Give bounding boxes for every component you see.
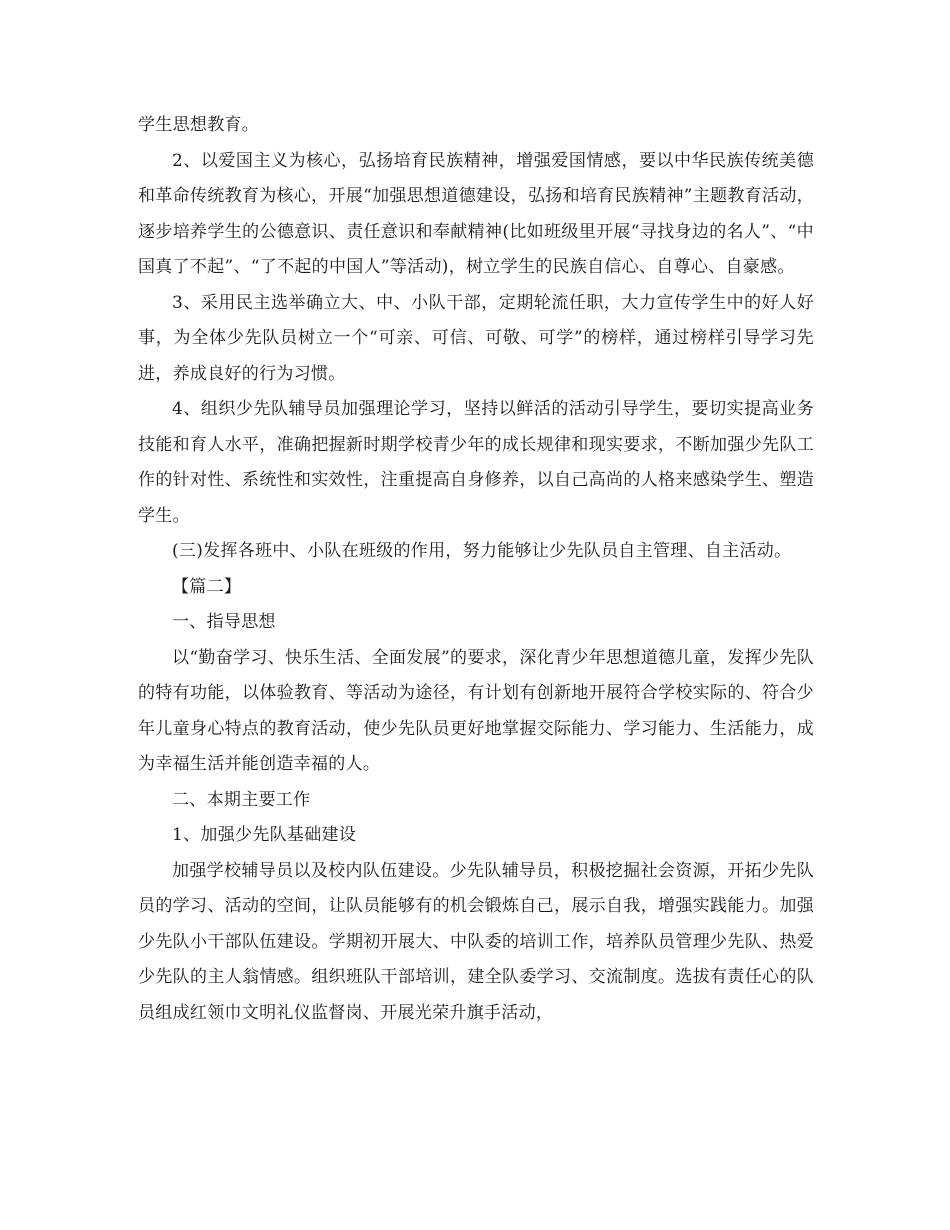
- paragraph-item-4: 4、组织少先队辅导员加强理论学习，坚持以鲜活的活动引导学生，要切实提高业务技能和育人水平，准确把握新时期学校青少年的成长规律和现实要求，不断加强少先队工作的针对性、系统性和实效性，注重提高自身修养，以自己高尚的人格来感染学生、塑造学生。: [138, 399, 814, 526]
- paragraph-guiding-ideology: 以“勤奋学习、快乐生活、全面发展”的要求，深化青少年思想道德儿童，发挥少先队的特有功能，以体验教育、等活动为途径，有计划有创新地开展符合学校实际的、符合少年儿童身心特点的教育活动，使少先队员更好地掌握交际能力、学习能力、生活能力，成为幸福生活并能创造幸福的人。: [138, 647, 814, 774]
- paragraph-item-2: 2、以爱国主义为核心，弘扬培育民族精神，增强爱国情感，要以中华民族传统美德和革命传统教育为核心，开展“加强思想道德建设，弘扬和培育民族精神”主题教育活动，逐步培养学生的公德意识、责任意识和奉献精神(比如班级里开展“寻找身边的名人”、“中国真了不起”、“了不起的中国人”等活动)，树立学生的民族自信心、自尊心、自豪感。: [138, 150, 814, 277]
- section-title-part-two: 【篇二】: [172, 576, 242, 597]
- paragraph-basic-construction: 加强学校辅导员以及校内队伍建设。少先队辅导员，积极挖掘社会资源，开拓少先队员的学习、活动的空间，让队员能够有的机会锻炼自己，展示自我，增强实践能力。加强少先队小干部队伍建设。学期初开展大、中队委的培训工作，培养队员管理少先队、热爱少先队的主人翁情感。组织班队干部培训，建全队委学习、交流制度。选拔有责任心的队员组成红领巾文明礼仪监督岗、开展光荣升旗手活动，: [138, 860, 814, 1023]
- heading-main-work: 二、本期主要工作: [172, 789, 311, 810]
- paragraph-section-3: (三)发挥各班中、小队在班级的作用，努力能够让少先队员自主管理、自主活动。: [172, 541, 792, 561]
- subheading-basic-construction: 1、加强少先队基础建设: [172, 825, 357, 845]
- paragraph-continuation: 学生思想教育。: [138, 115, 260, 135]
- document-page: [138, 108, 814, 1031]
- paragraph-item-3: 3、采用民主选举确立大、中、小队干部，定期轮流任职，大力宣传学生中的好人好事，为全体少先队员树立一个“可亲、可信、可敬、可学”的榜样，通过榜样引导学习先进，养成良好的行为习惯。: [138, 292, 814, 384]
- heading-guiding-ideology: 一、指导思想: [172, 612, 276, 632]
